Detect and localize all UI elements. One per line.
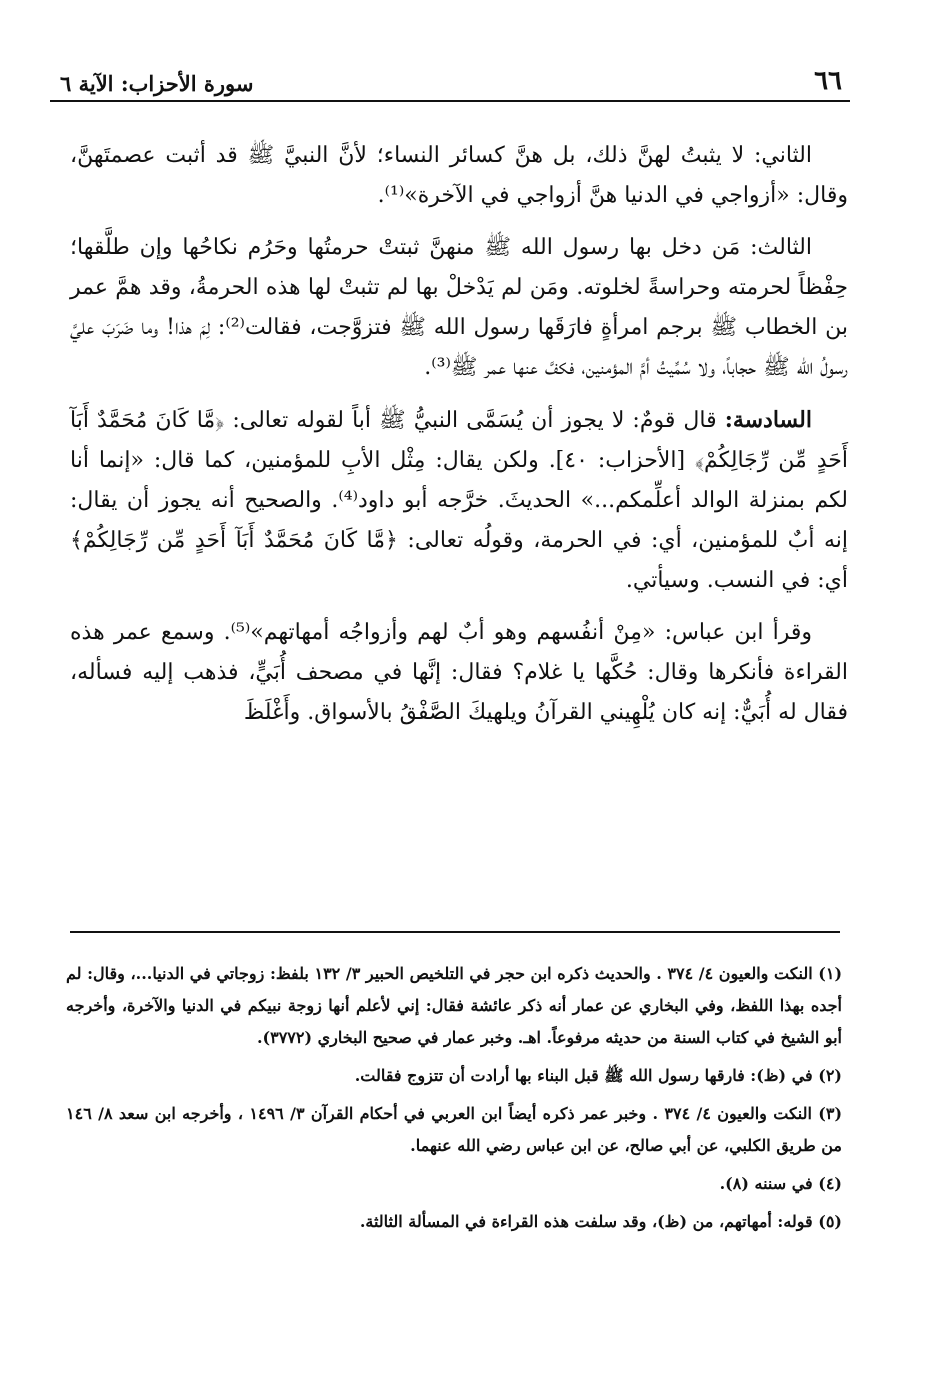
paragraph-third	[70, 228, 848, 388]
footnote-5: (٥) قوله: أمهاتهم، من (ظ)، وقد سلفت هذه القراءة في المسألة الثالثة.	[359, 1212, 842, 1231]
footnote-3: (٣) النكت والعيون ٤/ ٣٧٤ . وخبر عمر ذكره أيضاً ابن العربي في أحكام القرآن ٣/ ١٤٩٦ ، وأخرجه ابن سعد ٨/ ١٤٦ من طريق الكلبي، عن أبي صالح، عن ابن عباس رضي الله عنهما.	[66, 1104, 843, 1155]
footnote-4: (٤) في سننه (٨).	[719, 1174, 842, 1193]
footnote-separator	[70, 931, 840, 933]
paragraph-sixth-issue	[70, 400, 848, 601]
paragraph-text: قال قومٌ: لا يجوز أن يُسَمَّى النبيُّ ﷺ أباً لقوله تعالى: ﴿مَّا كَانَ مُحَمَّدٌ أَبَآ أَحَدٍ مِّن رِّجَالِكُمْ﴾ [الأحزاب: ٤٠]. ولكن يقال: مِثْل الأبِ للمؤمنين، كما قال: «إنما أنا لكم بمنزلة الوالد أعلِّمكم...» الحديثَ. خرَّجه أبو داود⁽⁴⁾. والصحيح أنه يجوز أن يقال: إنه أبٌ للمؤمنين، أي: في الحرمة، وقولُه تعالى: ﴿مَّا كَانَ مُحَمَّدٌ أَبَآ أَحَدٍ مِّن رِّجَالِكُمْ﴾ أي: في النسب. وسيأتي.	[70, 408, 849, 593]
page-number: ٦٦	[814, 66, 842, 96]
paragraph-text: وقرأ ابن عباس: «مِنْ أنفُسهم وهو أبٌ لهم وأزواجُه أمهاتهم»⁽⁵⁾. وسمع عمر هذه القراءة فأنكرها وقال: حُكَّها يا غلام؟ فقال: إنَّها في مصحف أُبَيٍّ، فذهب إليه فسأله، فقال له أُبَيٌّ: إنه كان يُلْهِيني القرآنُ ويلهيكَ الصَّفْقُ بالأسواق. وأَغْلَظَ	[70, 620, 848, 725]
paragraph-ibn-abbas-reading	[70, 613, 848, 733]
surah-title: سورة الأحزاب: الآية ٦	[60, 71, 254, 96]
paragraph-text: الثالث: مَن دخل بها رسول الله ﷺ منهنَّ ثبتتْ حرمتُها وحَرُم نكاحُها وإن طلَّقها؛ حِفْظاً لحرمته وحراسةً لخلوته. ومَن لم يَدْخلْ بها لم تثبتْ لها هذه الحرمةُ، وقد همَّ عمر بن الخطاب ﷺ برجم امرأةٍ فارَقَها رسول الله ﷺ فتزوَّجت، فقالت⁽²⁾: لِمَ هذا! وما ضَرَبَ عليَّ رسولُ الله ﷺ حجاباً، ولا سُمِّيتُ أمَّ المؤمنين، فكفَّ عنها عمر ﷺ⁽³⁾.	[70, 235, 848, 380]
page-header	[50, 62, 850, 102]
paragraph-text: الثاني: لا يثبتُ لهنَّ ذلك، بل هنَّ كسائر النساء؛ لأنَّ النبيَّ ﷺ قد أثبت عصمتَهنَّ، وقال: «أزواجي في الدنيا هنَّ أزواجي في الآخرة»⁽¹⁾.	[70, 143, 848, 208]
footnote-2: (٢) في (ظ): فارقها رسول الله ﷺ قبل البناء بها أرادت أن تتزوج فقالت.	[354, 1066, 842, 1085]
paragraph-second	[70, 136, 848, 216]
main-text	[70, 136, 848, 745]
footnotes	[66, 958, 842, 1244]
issue-heading: السادسة:	[724, 407, 812, 433]
footnote-1: (١) النكت والعيون ٤/ ٣٧٤ . والحديث ذكره ابن حجر في التلخيص الحبير ٣/ ١٣٢ بلفظ: زوجاتي في الدنيا...، وقال: لم أجده بهذا اللفظ، وفي البخاري عن عمار أنه ذكر عائشة فقال: إني لأعلم أنها زوجة نبيكم في الدنيا والآخرة، وأخرجه أبو الشيخ في كتاب السنة من حديثه مرفوعاً. اهـ. وخبر عمار في صحيح البخاري (٣٧٧٢).	[66, 964, 843, 1047]
